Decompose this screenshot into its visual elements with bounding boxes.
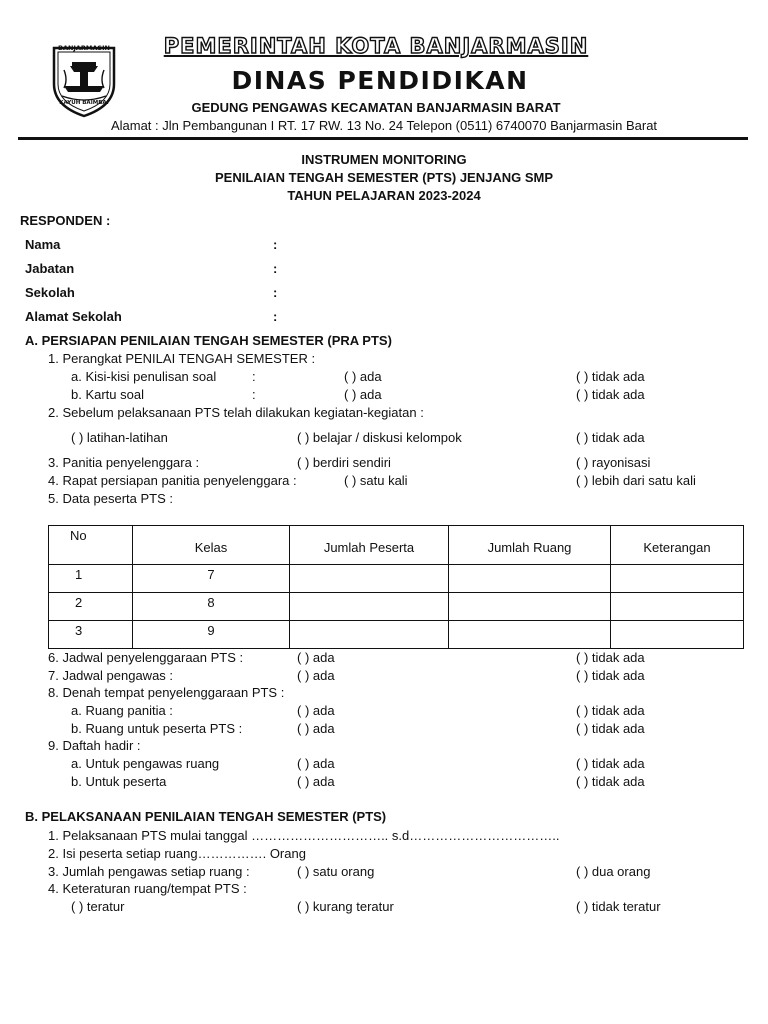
- letterhead-divider: [18, 137, 748, 140]
- department-title: DINAS PENDIDIKAN: [231, 66, 529, 95]
- item-a4: 4. Rapat persiapan panitia penyelenggara :: [48, 473, 297, 488]
- peserta-table: [48, 525, 744, 649]
- option-ada[interactable]: ( ) ada: [297, 703, 335, 718]
- option-ada[interactable]: ( ) ada: [297, 650, 335, 665]
- table-row: [49, 621, 744, 649]
- item-b2[interactable]: 2. Isi peserta setiap ruang……………. Orang: [48, 846, 306, 861]
- field-colon: :: [273, 237, 278, 252]
- header-keterangan: Keterangan: [611, 526, 744, 565]
- cell-jumlah-ruang[interactable]: [449, 565, 611, 593]
- item-b1[interactable]: 1. Pelaksanaan PTS mulai tanggal ………………………….. s.d……………………………..: [48, 828, 560, 843]
- option-tidak-ada[interactable]: ( ) tidak ada: [576, 387, 645, 402]
- table-row: [49, 565, 744, 593]
- logo-motto-text: KAYUH BAIMBAI: [59, 100, 109, 106]
- cell-keterangan[interactable]: [611, 565, 744, 593]
- item-b4: 4. Keteraturan ruang/tempat PTS :: [48, 881, 247, 896]
- building-name: GEDUNG PENGAWAS KECAMATAN BANJARMASIN BARAT: [191, 100, 561, 115]
- address-line: Alamat : Jln Pembangunan I RT. 17 RW. 13 No. 24 Telepon (0511) 6740070 Banjarmasin Barat: [110, 118, 658, 133]
- option-ada[interactable]: ( ) ada: [297, 756, 335, 771]
- item-a6: 6. Jadwal penyelenggaraan PTS :: [48, 650, 244, 665]
- item-a7: 7. Jadwal pengawas :: [48, 668, 174, 683]
- item-a2: 2. Sebelum pelaksanaan PTS telah dilakukan kegiatan-kegiatan :: [48, 405, 424, 420]
- table-row: [49, 593, 744, 621]
- cell-kelas: 7: [133, 565, 290, 593]
- option-berdiri-sendiri[interactable]: ( ) berdiri sendiri: [297, 455, 391, 470]
- government-title: PEMERINTAH KOTA BANJARMASIN: [163, 34, 589, 58]
- item-a9: 9. Daftah hadir :: [48, 738, 141, 753]
- option-satu-orang[interactable]: ( ) satu orang: [297, 864, 375, 879]
- logo-top-text: BANJARMASIN: [58, 44, 110, 52]
- table-header-row: [49, 526, 744, 565]
- option-tidak-ada[interactable]: ( ) tidak ada: [576, 668, 645, 683]
- field-colon: :: [273, 285, 278, 300]
- option-tidak-ada[interactable]: ( ) tidak ada: [576, 650, 645, 665]
- field-colon: :: [273, 261, 278, 276]
- option-tidak-ada[interactable]: ( ) tidak ada: [576, 703, 645, 718]
- item-a9b: b. Untuk peserta: [71, 774, 167, 789]
- option-kurang-teratur[interactable]: ( ) kurang teratur: [297, 899, 394, 914]
- header-no: No: [49, 526, 133, 565]
- option-ada[interactable]: ( ) ada: [344, 387, 382, 402]
- item-a9a: a. Untuk pengawas ruang: [71, 756, 220, 771]
- option-ada[interactable]: ( ) ada: [297, 774, 335, 789]
- cell-kelas: 8: [133, 593, 290, 621]
- cell-no: 3: [49, 621, 133, 649]
- item-a3: 3. Panitia penyelenggara :: [48, 455, 200, 470]
- field-sekolah: Sekolah: [25, 285, 75, 300]
- option-ada[interactable]: ( ) ada: [344, 369, 382, 384]
- cell-jumlah-peserta[interactable]: [290, 621, 449, 649]
- cell-jumlah-peserta[interactable]: [290, 593, 449, 621]
- item-a1: 1. Perangkat PENILAI TENGAH SEMESTER :: [48, 351, 316, 366]
- option-tidak-ada[interactable]: ( ) tidak ada: [576, 369, 645, 384]
- section-b-heading: B. PELAKSANAAN PENILAIAN TENGAH SEMESTER (PTS): [25, 809, 387, 824]
- item-colon: :: [252, 369, 256, 384]
- option-tidak-ada[interactable]: ( ) tidak ada: [576, 721, 645, 736]
- option-teratur[interactable]: ( ) teratur: [71, 899, 125, 914]
- field-jabatan: Jabatan: [25, 261, 75, 276]
- option-tidak-teratur[interactable]: ( ) tidak teratur: [576, 899, 661, 914]
- item-a5: 5. Data peserta PTS :: [48, 491, 174, 506]
- field-alamat-sekolah: Alamat Sekolah: [25, 309, 122, 324]
- item-colon: :: [252, 387, 256, 402]
- doc-title-2: PENILAIAN TENGAH SEMESTER (PTS) JENJANG SMP: [214, 170, 554, 185]
- option-dua-orang[interactable]: ( ) dua orang: [576, 864, 651, 879]
- header-kelas: Kelas: [133, 526, 290, 565]
- doc-title-1: INSTRUMEN MONITORING: [301, 152, 467, 167]
- field-nama: Nama: [25, 237, 61, 252]
- cell-jumlah-peserta[interactable]: [290, 565, 449, 593]
- field-colon: :: [273, 309, 278, 324]
- header-jumlah-peserta: Jumlah Peserta: [290, 526, 449, 565]
- cell-keterangan[interactable]: [611, 593, 744, 621]
- header-jumlah-ruang: Jumlah Ruang: [449, 526, 611, 565]
- responden-label: RESPONDEN :: [20, 213, 111, 228]
- option-belajar[interactable]: ( ) belajar / diskusi kelompok: [297, 430, 462, 445]
- cell-jumlah-ruang[interactable]: [449, 621, 611, 649]
- cell-keterangan[interactable]: [611, 621, 744, 649]
- item-a8a: a. Ruang panitia :: [71, 703, 173, 718]
- option-tidak-ada[interactable]: ( ) tidak ada: [576, 430, 645, 445]
- cell-no: 1: [49, 565, 133, 593]
- item-a8: 8. Denah tempat penyelenggaraan PTS :: [48, 685, 285, 700]
- option-tidak-ada[interactable]: ( ) tidak ada: [576, 756, 645, 771]
- item-a1b: b. Kartu soal: [71, 387, 144, 402]
- item-b3: 3. Jumlah pengawas setiap ruang :: [48, 864, 250, 879]
- option-ada[interactable]: ( ) ada: [297, 668, 335, 683]
- cell-no: 2: [49, 593, 133, 621]
- option-lebih-dari-satu-kali[interactable]: ( ) lebih dari satu kali: [576, 473, 696, 488]
- city-crest-logo: [50, 40, 118, 118]
- option-latihan[interactable]: ( ) latihan-latihan: [71, 430, 168, 445]
- option-satu-kali[interactable]: ( ) satu kali: [344, 473, 408, 488]
- doc-title-3: TAHUN PELAJARAN 2023-2024: [287, 188, 481, 203]
- section-a-heading: A. PERSIAPAN PENILAIAN TENGAH SEMESTER (PRA PTS): [25, 333, 392, 348]
- cell-kelas: 9: [133, 621, 290, 649]
- option-tidak-ada[interactable]: ( ) tidak ada: [576, 774, 645, 789]
- option-rayonisasi[interactable]: ( ) rayonisasi: [576, 455, 651, 470]
- option-ada[interactable]: ( ) ada: [297, 721, 335, 736]
- cell-jumlah-ruang[interactable]: [449, 593, 611, 621]
- item-a8b: b. Ruang untuk peserta PTS :: [71, 721, 243, 736]
- item-a1a: a. Kisi-kisi penulisan soal: [71, 369, 217, 384]
